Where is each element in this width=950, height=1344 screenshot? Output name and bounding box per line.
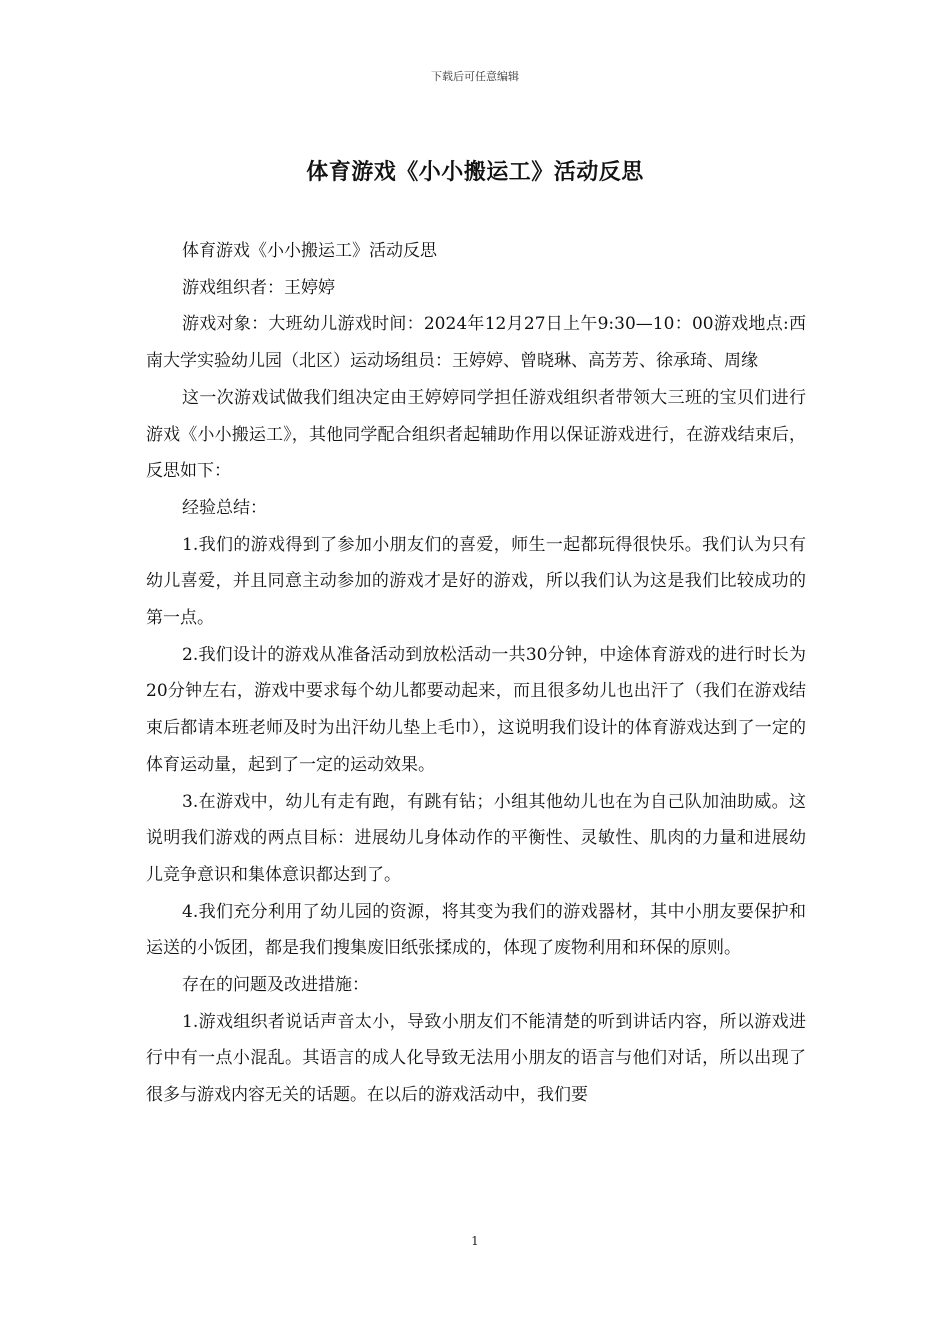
paragraph-intro: 这一次游戏试做我们组决定由王婷婷同学担任游戏组织者带领大三班的宝贝们进行游戏《小小搬运工》，其他同学配合组织者起辅助作用以保证游戏进行，在游戏结束后，反思如下： — [146, 387, 806, 482]
paragraph-experience-2: 2.我们设计的游戏从准备活动到放松活动一共30分钟，中途体育游戏的进行时长为20分钟左右，游戏中要求每个幼儿都要动起来，而且很多幼儿也出汗了（我们在游戏结束后都请本班老师及时为出汗幼儿垫上毛巾），这说明我们设计的体育游戏达到了一定的体育运动量，起到了一定的运动效果。 — [146, 644, 806, 775]
paragraph-experience-heading: 经验总结： — [182, 497, 267, 518]
paragraph-game-info: 游戏对象：大班幼儿游戏时间：2024年12月27日上午9:30—10：00游戏地点:西南大学实验幼儿园（北区）运动场组员：王婷婷、曾晓琳、高芳芳、徐承琦、周缘 — [146, 314, 806, 372]
document-title: 体育游戏《小小搬运工》活动反思 — [306, 159, 644, 185]
paragraph-problems-heading: 存在的问题及改进措施： — [182, 975, 369, 996]
paragraph-problem-1: 1.游戏组织者说话声音太小，导致小朋友们不能清楚的听到讲话内容，所以游戏进行中有一点小混乱。其语言的成人化导致无法用小朋友的语言与他们对话，所以出现了很多与游戏内容无关的话题。在以后的游戏活动中，我们要 — [146, 1011, 806, 1106]
paragraph-experience-3: 3.在游戏中，幼儿有走有跑，有跳有钻；小组其他幼儿也在为自己队加油助威。这说明我们游戏的两点目标：进展幼儿身体动作的平衡性、灵敏性、肌肉的力量和进展幼儿竞争意识和集体意识都达到了。 — [146, 791, 806, 885]
page-number: 1 — [471, 1234, 479, 1248]
document-body — [146, 233, 806, 1114]
paragraph-experience-1: 1.我们的游戏得到了参加小朋友们的喜爱，师生一起都玩得很快乐。我们认为只有幼儿喜爱，并且同意主动参加的游戏才是好的游戏，所以我们认为这是我们比较成功的第一点。 — [146, 534, 806, 629]
paragraph-experience-4: 4.我们充分利用了幼儿园的资源，将其变为我们的游戏器材，其中小朋友要保护和运送的小饭团，都是我们搜集废旧纸张揉成的，体现了废物利用和环保的原则。 — [146, 901, 806, 959]
paragraph-subtitle: 体育游戏《小小搬运工》活动反思 — [182, 241, 437, 261]
paragraph-organizer: 游戏组织者：王婷婷 — [182, 277, 335, 298]
header-note: 下载后可任意编辑 — [431, 70, 519, 83]
